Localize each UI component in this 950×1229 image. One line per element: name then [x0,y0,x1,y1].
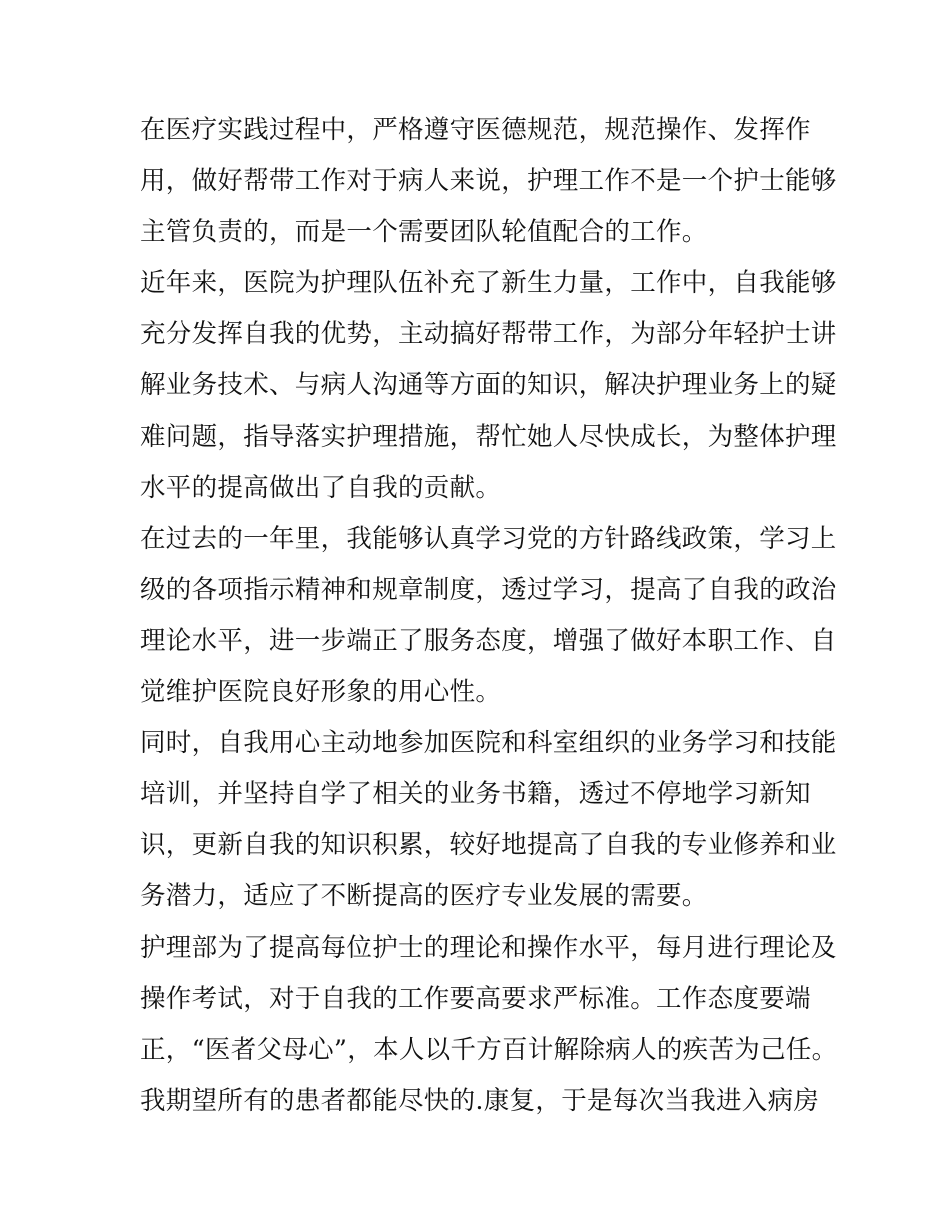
text-line: 级的各项指示精神和规章制度，透过学习，提高了自我的政治 [140,574,837,605]
text-line: 培训，并坚持自学了相关的业务书籍，透过不停地学习新知 [140,779,811,810]
text-line: 我期望所有的患者都能尽快的.康复，于是每次当我进入病房 [140,1085,820,1116]
text-line: 正，“医者父母心”，本人以千方百计解除病人的疾苦为己任。 [140,1034,838,1065]
text-line: 在医疗实践过程中，严格遵守医德规范，规范操作、发挥作 [140,115,811,145]
text-line: 充分发挥自我的优势，主动搞好帮带工作，为部分年轻护士讲 [140,319,837,350]
text-line: 难问题，指导落实护理措施，帮忙她人尽快成长，为整体护理 [140,421,837,452]
text-line: 务潜力，适应了不断提高的医疗专业发展的需要。 [140,881,708,912]
text-line: 用，做好帮带工作对于病人来说，护理工作不是一个护士能够 [140,166,837,197]
text-line: 在过去的一年里，我能够认真学习党的方针路线政策，学习上 [140,523,837,554]
text-line: 解业务技术、与病人沟通等方面的知识，解决护理业务上的疑 [140,370,837,401]
text-line: 水平的提高做出了自我的贡献。 [140,472,502,503]
text-line: 护理部为了提高每位护士的理论和操作水平，每月进行理论及 [140,932,837,963]
text-line: 近年来，医院为护理队伍补充了新生力量，工作中，自我能够 [140,268,837,299]
text-line: 理论水平，进一步端正了服务态度，增强了做好本职工作、自 [140,625,837,656]
text-line: 觉维护医院良好形象的用心性。 [140,677,502,708]
text-line: 同时，自我用心主动地参加医院和科室组织的业务学习和技能 [140,728,837,759]
body-text [140,105,838,1127]
text-line: 操作考试，对于自我的工作要高要求严标准。工作态度要端 [140,983,811,1014]
text-line: 主管负责的，而是一个需要团队轮值配合的工作。 [140,217,708,248]
text-line: 识，更新自我的知识积累，较好地提高了自我的专业修养和业 [140,830,837,861]
